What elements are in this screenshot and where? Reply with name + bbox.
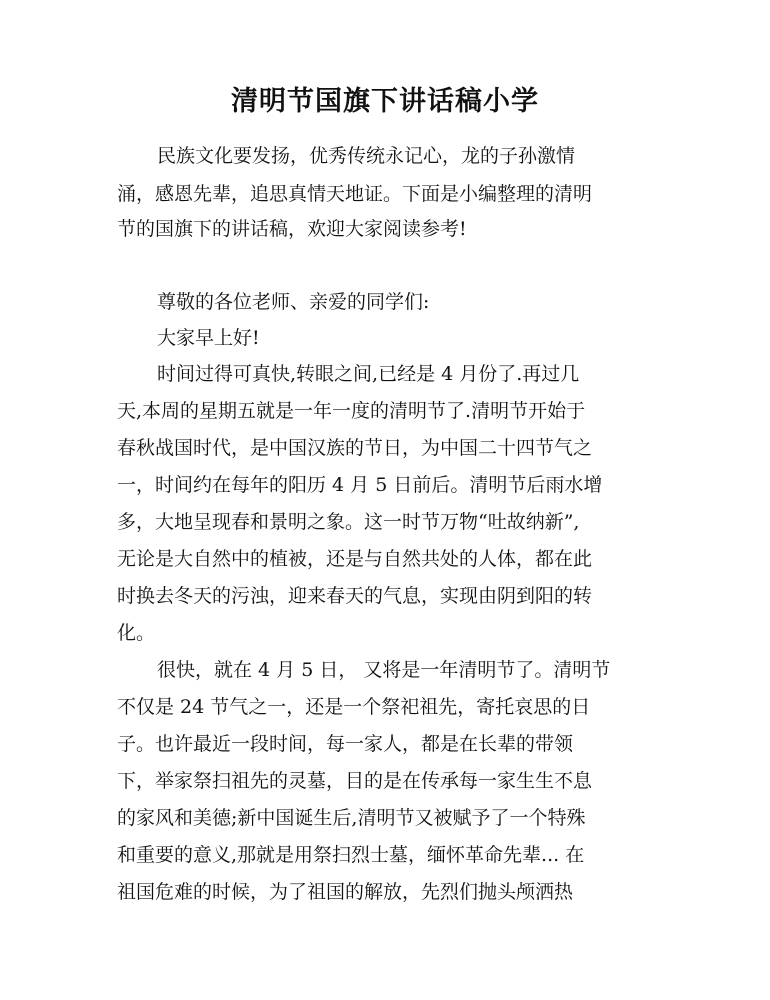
paragraph-line: 时换去冬天的污浊，迎来春天的气息，实现由阴到阳的转 — [117, 585, 593, 607]
paragraph-line: 无论是大自然中的植被，还是与自然共处的人体，都在此 — [117, 548, 593, 570]
paragraph-line: 春秋战国时代，是中国汉族的节日，为中国二十四节气之 — [117, 437, 593, 459]
salutation: 尊敬的各位老师、亲爱的同学们: — [157, 291, 430, 313]
paragraph-line: 和重要的意义,那就是用祭扫烈士墓，缅怀革命先辈... 在 — [117, 844, 585, 866]
intro-line: 民族文化要发扬，优秀传统永记心，龙的子孙激情 — [157, 145, 576, 167]
greeting: 大家早上好! — [157, 327, 260, 349]
paragraph-line: 化。 — [117, 622, 156, 644]
paragraph-line: 的家风和美德;新中国诞生后,清明节又被赋予了一个特殊 — [117, 807, 586, 829]
paragraph-line: 天,本周的星期五就是一年一度的清明节了.清明节开始于 — [117, 400, 586, 422]
paragraph-line: 很快，就在 4 月 5 日， 又将是一年清明节了。清明节 — [157, 659, 611, 681]
paragraph-line: 下，举家祭扫祖先的灵墓，目的是在传承每一家生生不息 — [117, 770, 593, 792]
paragraph-line: 一，时间约在每年的阳历 4 月 5 日前后。清明节后雨水增 — [117, 474, 603, 496]
paragraph-line: 不仅是 24 节气之一，还是一个祭祀祖先，寄托哀思的日 — [117, 696, 591, 718]
paragraph-line: 祖国危难的时候，为了祖国的解放，先烈们抛头颅洒热 — [117, 881, 574, 903]
paragraph-line: 时间过得可真快,转眼之间,已经是 4 月份了.再过几 — [157, 363, 580, 385]
paragraph-line: 子。也许最近一段时间，每一家人，都是在长辈的带领 — [117, 733, 574, 755]
document-title: 清明节国旗下讲话稿小学 — [231, 86, 539, 117]
intro-line: 节的国旗下的讲话稿，欢迎大家阅读参考! — [117, 218, 467, 240]
paragraph-line: 多，大地呈现春和景明之象。这一时节万物“吐故纳新”, — [117, 511, 580, 533]
intro-line: 涌，感恩先辈，追思真情天地证。下面是小编整理的清明 — [117, 183, 593, 205]
